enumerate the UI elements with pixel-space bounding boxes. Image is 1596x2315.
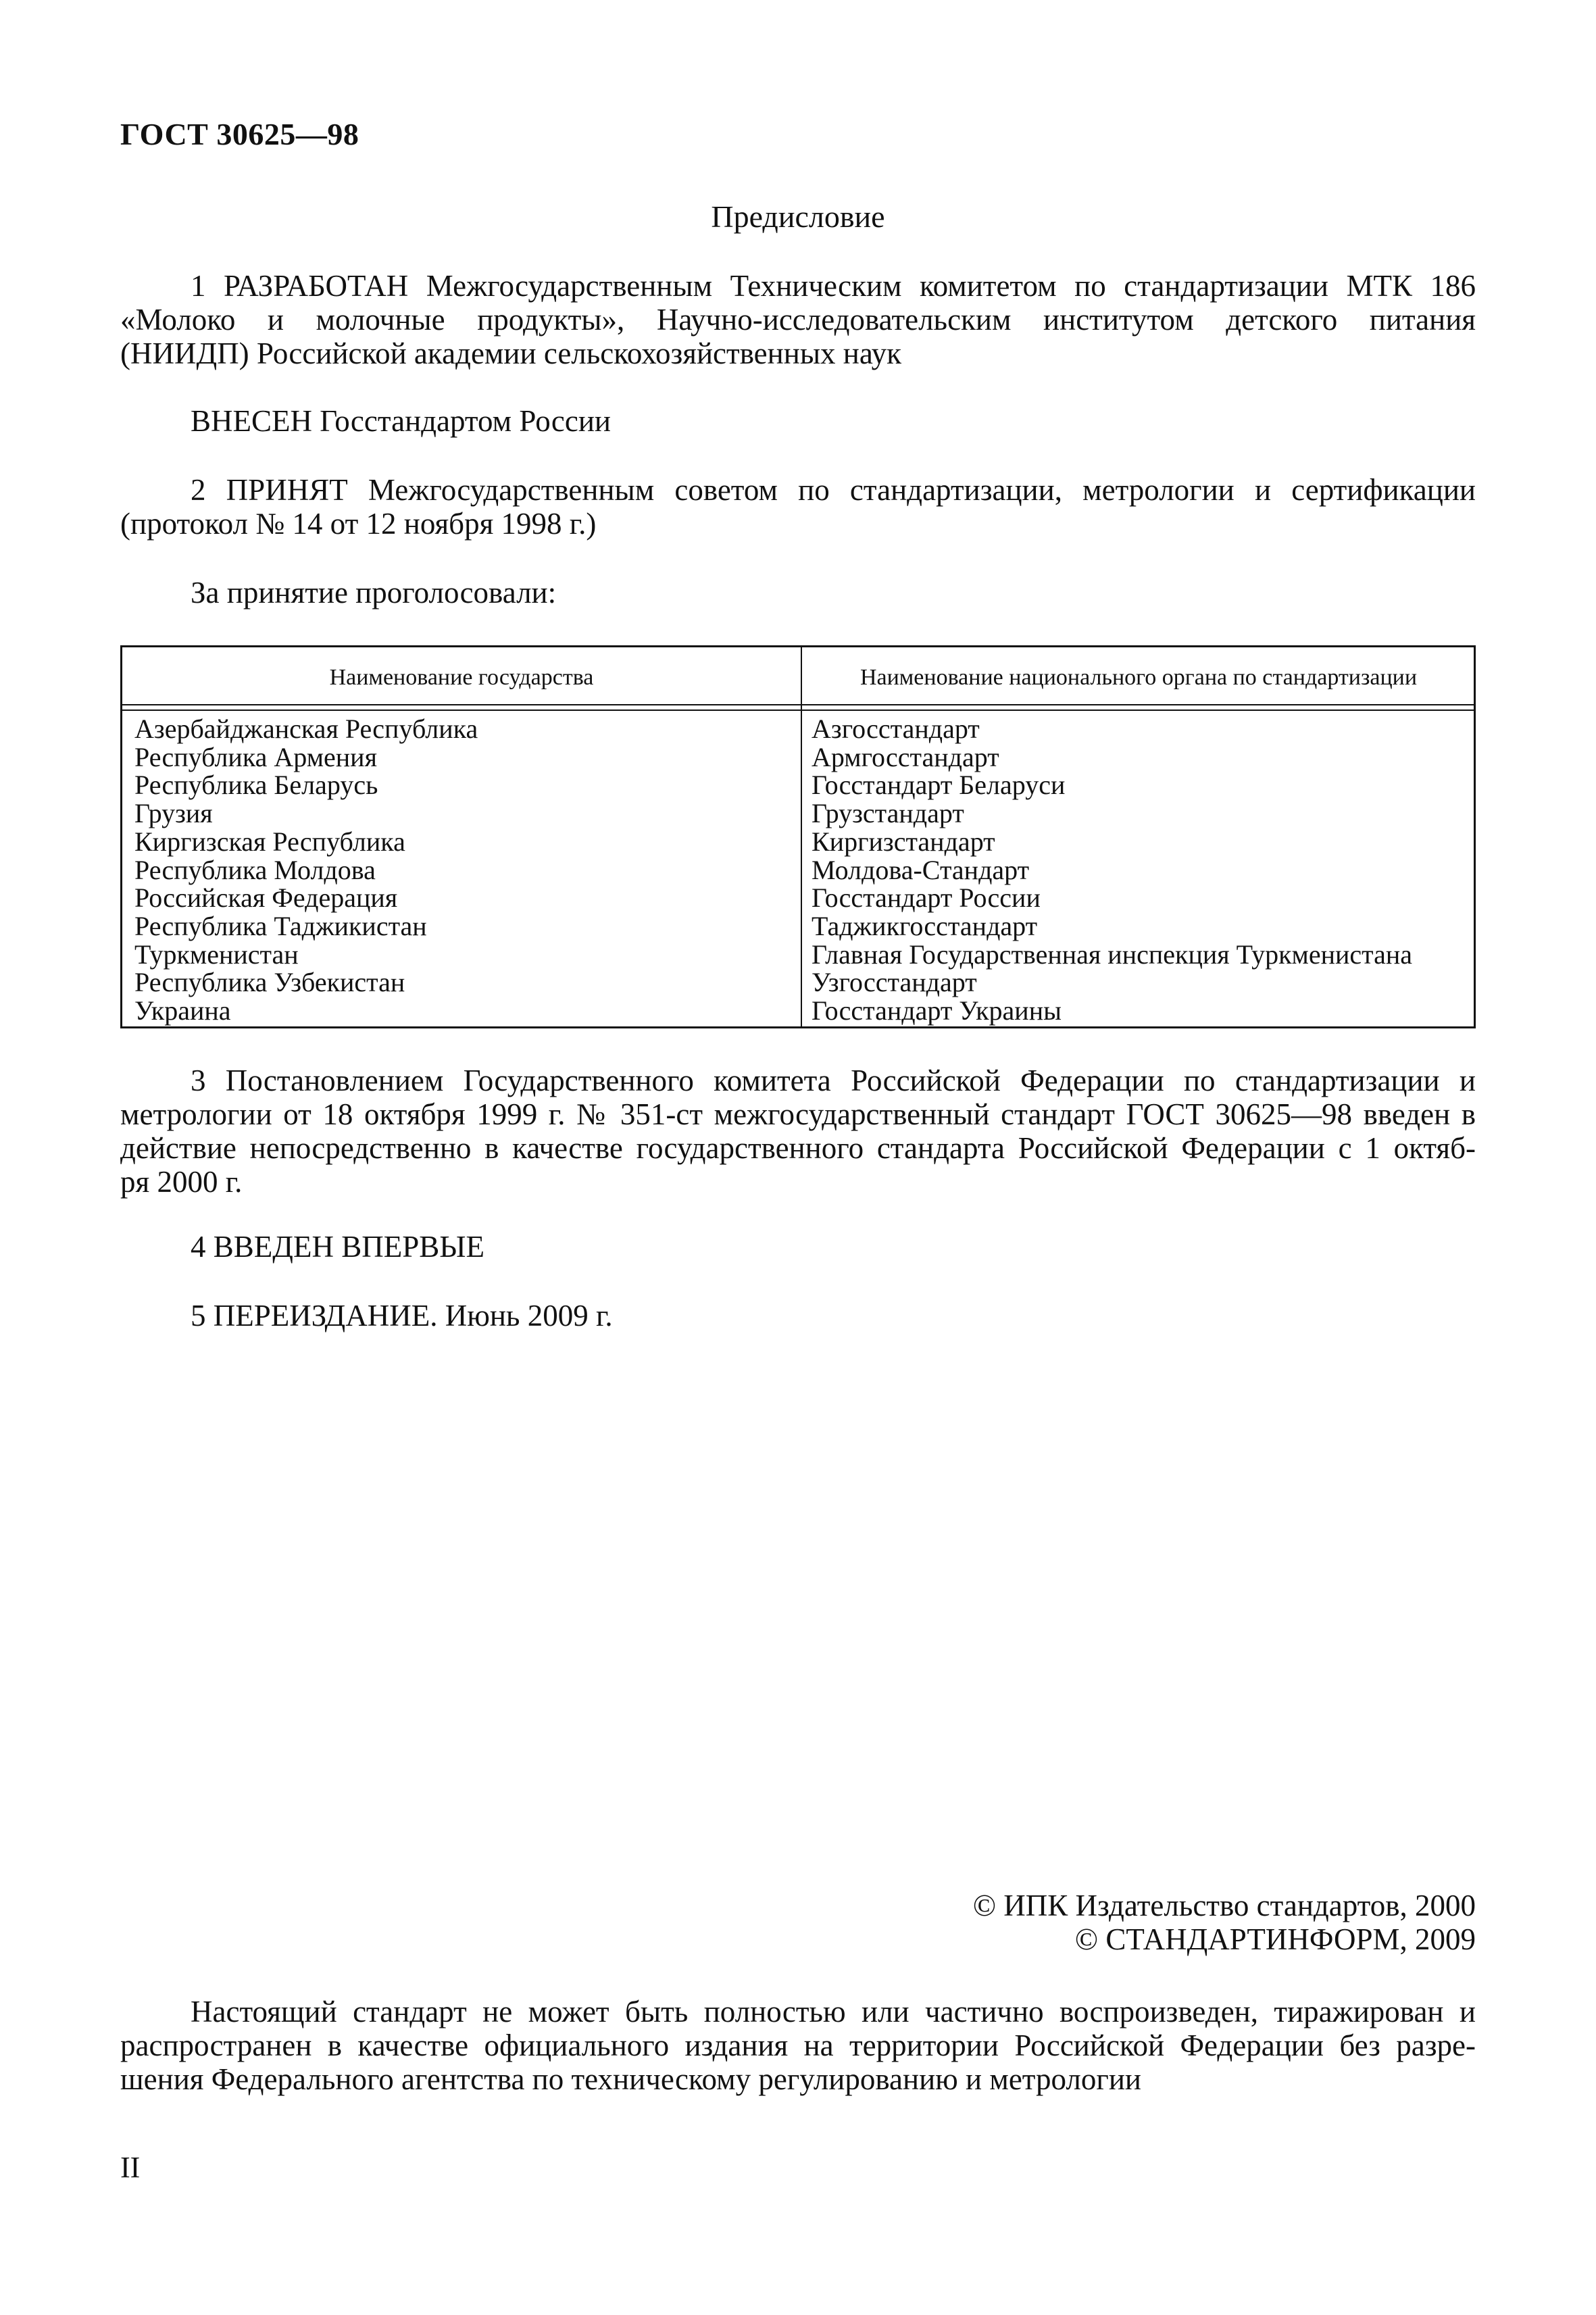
table-cell-body: Узгосстандарт <box>812 967 977 998</box>
table-cell-state: Азербайджанская Республика <box>134 714 478 744</box>
table-cell-state: Туркменистан <box>134 939 299 970</box>
table-cell-body: Азгосстандарт <box>812 714 980 744</box>
copyright-block <box>973 1889 1476 1956</box>
table-cell-state: Республика Узбекистан <box>134 967 405 998</box>
standard-code-header: ГОСТ 30625—98 <box>120 117 359 151</box>
paragraph-adopted: 2 ПРИНЯТ Межгосударственным советом по стандартизации, метрологии и сертификации (протокол № 14 от 12 ноября 1998 г.) <box>120 473 1476 541</box>
table-header-body: Наименование национального органа по стандартизации <box>859 665 1418 690</box>
table-cell-body: Молдова-Стандарт <box>812 854 1030 885</box>
table-header-divider <box>122 704 1474 705</box>
paragraph-voted: За принятие проголосовали: <box>191 576 557 609</box>
table-cell-state: Республика Молдова <box>134 854 376 885</box>
table-cell-body: Армгосстандарт <box>812 741 999 772</box>
paragraph-first-introduced: 4 ВВЕДЕН ВПЕРВЫЕ <box>191 1230 484 1264</box>
foreword-title: Предисловие <box>711 199 885 234</box>
table-cell-body: Главная Государственная инспекция Туркменистана <box>812 939 1413 970</box>
copyright-line: © ИПК Издательство стандартов, 2000 <box>972 1889 1476 1922</box>
table-cell-body: Киргизстандарт <box>812 826 995 857</box>
table-header-divider-double <box>122 710 1474 711</box>
paragraph-reissue: 5 ПЕРЕИЗДАНИЕ. Июнь 2009 г. <box>191 1299 613 1333</box>
state-list <box>134 715 478 1025</box>
paragraph-developed: 1 РАЗРАБОТАН Межгосударственным Техническим комитетом по стандартизации МТК 186 «Молоко и молочные продукты», Научно-исследовательским институтом детского питания (НИИДП) Российской академии сельскохозяйственных наук <box>120 269 1476 370</box>
page-number: II <box>120 2151 141 2184</box>
table-header-state: Наименование государства <box>329 665 594 690</box>
table-cell-body: Госстандарт Беларуси <box>812 770 1066 801</box>
table-cell-state: Республика Армения <box>134 741 377 772</box>
voting-table <box>120 645 1476 1028</box>
table-cell-state: Республика Таджикистан <box>134 910 427 941</box>
table-cell-body: Госстандарт России <box>812 882 1041 914</box>
body-list <box>812 715 1412 1025</box>
table-cell-state: Российская Федерация <box>134 882 398 914</box>
paragraph-resolution: 3 Постановлением Государственного комитета Российской Федерации по стандартизации и метрологии от 18 октября 1999 г. № 351-ст межгосударственный стандарт ГОСТ 30625—98 введен в действие непосредственно в качестве государственного стандарта Российской Федерации с 1 октяб- ря 2000 г. <box>120 1064 1476 1199</box>
table-cell-state: Киргизская Республика <box>134 826 405 857</box>
copyright-line: © СТАНДАРТИНФОРМ, 2009 <box>1074 1922 1476 1956</box>
table-cell-body: Госстандарт Украины <box>812 995 1062 1026</box>
table-cell-state: Республика Беларусь <box>134 770 378 801</box>
table-cell-state: Украина <box>134 995 231 1026</box>
table-cell-body: Таджикгосстандарт <box>812 910 1038 941</box>
table-cell-body: Грузстандарт <box>812 798 964 829</box>
paragraph-introduced: ВНЕСЕН Госстандартом России <box>191 404 612 438</box>
table-cell-state: Грузия <box>134 798 213 829</box>
reproduction-notice: Настоящий стандарт не может быть полностью или частично воспроизведен, тиражирован и распространен в качестве официального издания на территории Российской Федерации без разре- шения Федерального агентства по техническому регулированию и метрологии <box>120 1995 1476 2096</box>
